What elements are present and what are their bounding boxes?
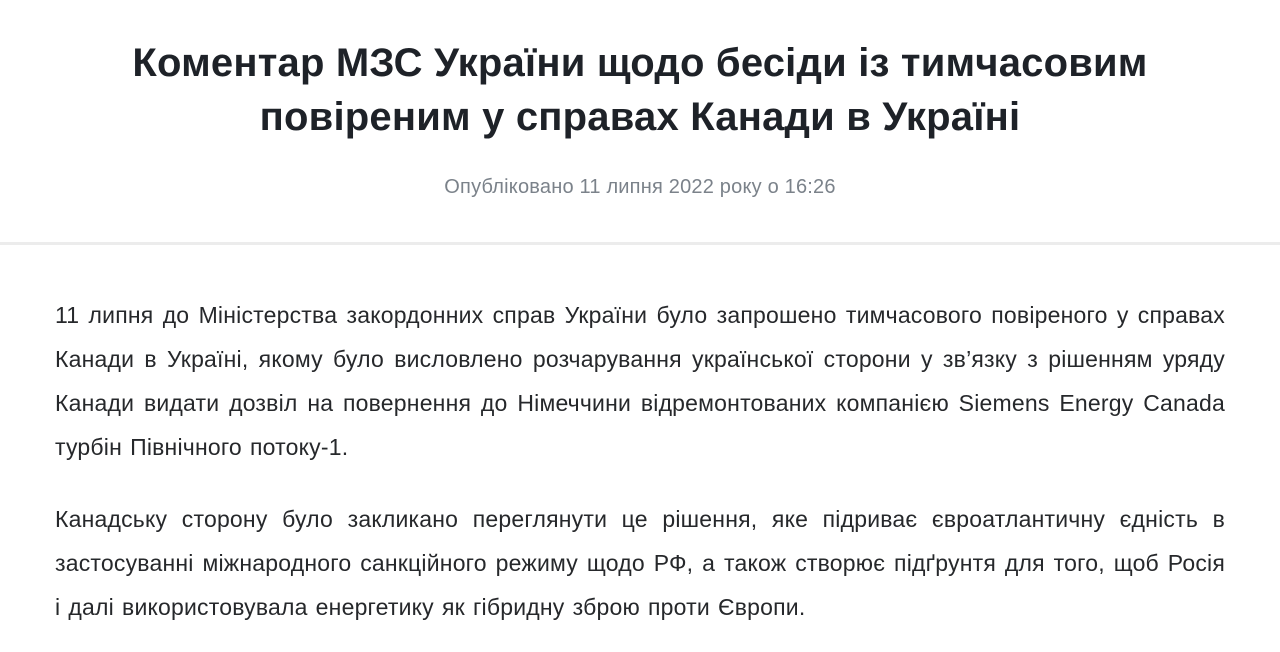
page-title-line-2: повіреним у справах Канади в Україні bbox=[259, 95, 1021, 139]
page-title bbox=[0, 36, 1280, 144]
paragraph-1: 11 липня до Міністерства закордонних справ України було запрошено тимчасового повіреного у справах Канади в Україні, якому було висловлено розчарування української сторони у зв’язку з рішенням уряду Канади видати дозвіл на повернення до Німеччини відремонтованих компанією Siemens Energy Canada турбін Північного потоку-1. bbox=[55, 302, 1225, 460]
header-divider bbox=[0, 242, 1280, 245]
publish-date: Опубліковано 11 липня 2022 року о 16:26 bbox=[444, 176, 836, 198]
article-body bbox=[0, 293, 1280, 629]
page-title-line-1: Коментар МЗС України щодо бесіди із тимчасовим bbox=[132, 41, 1148, 85]
paragraph-2: Канадську сторону було закликано переглянути це рішення, яке підриває євроатлантичну єдність в застосуванні міжнародного санкційного режиму щодо РФ, а також створює підґрунтя для того, щоб Росія і далі використовувала енергетику як гібридну зброю проти Європи. bbox=[55, 506, 1225, 620]
article-header bbox=[0, 0, 1280, 200]
